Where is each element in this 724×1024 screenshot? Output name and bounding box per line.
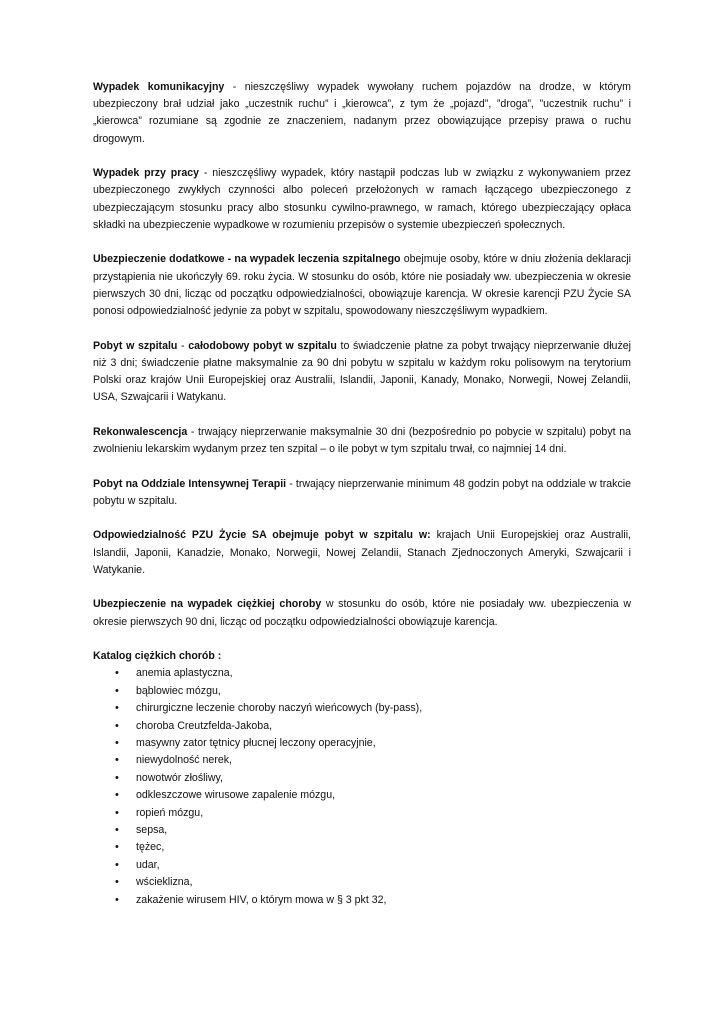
list-item-label: nowotwór złośliwy, xyxy=(136,771,223,784)
definition-text: w stosunku do osób, które nie posiadały ww. ubezpieczenia w okresie pierwszych 90 dni, licząc od początku odpowiedzialności obowiązuje karencja. xyxy=(93,598,631,628)
list-item xyxy=(115,787,631,804)
bullet-icon: • xyxy=(115,771,119,784)
definition-term-secondary: całodobowy pobyt w szpitalu xyxy=(188,339,337,352)
definition-wypadek-komunikacyjny xyxy=(93,79,631,148)
bullet-icon: • xyxy=(115,702,119,715)
definition-text: - nieszczęśliwy wypadek wywołany ruchem pojazdów na drodze, w którym ubezpieczony brał udział jako „uczestnik ruchu” i „kierowca”, z tym że „pojazd”, ”droga”, ”uczestnik ruchu” i „kierowca” rozumiane są zgodnie ze znaczeniem, nadanym przez obowiązujące przepisy prawa o ruchu drogowym. xyxy=(93,81,631,145)
list-item-label: ropień mózgu, xyxy=(136,806,204,819)
bullet-icon: • xyxy=(115,754,119,767)
definition-ubezpieczenie-dodatkowe xyxy=(93,251,631,320)
list-item xyxy=(115,892,631,909)
definition-text: krajach Unii Europejskiej oraz Australii, Islandii, Japonii, Kanadzie, Monako, Norwegii, Nowej Zelandii, Stanach Zjednoczonych Ameryki, Szwajcarii i Watykanie. xyxy=(93,529,631,576)
definition-term: Ubezpieczenie dodatkowe - na wypadek leczenia szpitalnego xyxy=(93,253,401,266)
definition-term: Wypadek przy pracy xyxy=(93,167,200,180)
definition-term: Wypadek komunikacyjny xyxy=(93,81,225,93)
list-item-label: chirurgiczne leczenie choroby naczyń wieńcowych (by-pass), xyxy=(136,702,423,715)
bullet-icon: • xyxy=(115,789,119,802)
list-item-label: masywny zator tętnicy płucnej leczony operacyjnie, xyxy=(136,737,376,750)
definition-oddzial-intensywnej-terapii xyxy=(93,476,631,510)
definition-odpowiedzialnosc-pzu xyxy=(93,527,631,579)
bullet-icon: • xyxy=(115,893,119,906)
definition-term: Odpowiedzialność PZU Życie SA obejmuje pobyt w szpitalu w: xyxy=(93,529,431,542)
definition-ciezka-choroba xyxy=(93,596,631,630)
list-item-label: zakażenie wirusem HIV, o którym mowa w § 3 pkt 32, xyxy=(136,893,387,906)
list-item-label: odkleszczowe wirusowe zapalenie mózgu, xyxy=(136,789,336,802)
list-item-label: niewydolność nerek, xyxy=(136,754,232,767)
definition-text: - trwający nieprzerwanie maksymalnie 30 dni (bezpośrednio po pobycie w szpitalu) pobyt na zwolnieniu lekarskim wydanym przez ten szpital – o ile pobyt w tym szpitalu trwał, co najmniej 14 dni. xyxy=(93,425,631,456)
definition-term: Ubezpieczenie na wypadek ciężkiej choroby xyxy=(93,598,322,611)
bullet-icon: • xyxy=(115,876,119,889)
bullet-icon: • xyxy=(115,841,119,854)
definition-rekonwalescencja xyxy=(93,424,631,458)
list-item xyxy=(115,718,631,735)
bullet-icon: • xyxy=(115,684,119,697)
list-item-label: sepsa, xyxy=(136,824,168,837)
definition-text: - trwający nieprzerwanie minimum 48 godzin pobyt na oddziale w trakcie pobytu w szpitalu. xyxy=(93,477,631,507)
definition-wypadek-przy-pracy xyxy=(93,165,631,234)
definition-text: - nieszczęśliwy wypadek, który nastąpił podczas lub w związku z wykonywaniem przez ubezpieczonego zwykłych czynności albo poleceń przełożonych w ramach łączącego ubezpieczonego z ubezpieczającym stosunku pracy albo stosunku cywilno-prawnego, w ramach, którego ubezpieczający opłaca składki na ubezpieczenie wypadkowe w rozumieniu przepisów o systemie ubezpieczeń społecznych. xyxy=(93,167,631,231)
bullet-icon: • xyxy=(115,667,119,680)
list-item-label: tężec, xyxy=(136,841,165,854)
list-item-label: anemia aplastyczna, xyxy=(136,667,233,680)
list-item xyxy=(115,822,631,839)
definition-text: obejmuje osoby, które w dniu złożenia deklaracji przystąpienia nie ukończyły 69. roku życia. W stosunku do osób, które nie posiadały ww. ubezpieczenia w okresie pierwszych 30 dni, licząc od początku odpowiedzialności, obowiązuje karencja. W okresie karencji PZU Życie SA ponosi odpowiedzialność jedynie za pobyt w szpitalu, spowodowany nieszczęśliwym wypadkiem. xyxy=(93,253,631,318)
bullet-icon: • xyxy=(115,719,119,732)
bullet-icon: • xyxy=(115,737,119,750)
list-item xyxy=(115,805,631,822)
disease-list xyxy=(93,665,631,909)
definition-pobyt-w-szpitalu xyxy=(93,338,631,407)
list-item-label: wścieklizna, xyxy=(136,876,193,889)
definition-term: Rekonwalescencja xyxy=(93,425,188,438)
definition-term: Pobyt na Oddziale Intensywnej Terapii xyxy=(93,477,287,490)
list-item xyxy=(115,752,631,769)
list-item-label: choroba Creutzfelda-Jakoba, xyxy=(136,719,273,732)
list-item-label: bąblowiec mózgu, xyxy=(136,684,221,697)
list-item xyxy=(115,770,631,787)
list-item xyxy=(115,839,631,856)
list-item xyxy=(115,735,631,752)
bullet-icon: • xyxy=(115,824,119,837)
list-item xyxy=(115,665,631,682)
catalog-heading: Katalog ciężkich chorób : xyxy=(93,650,222,663)
list-item xyxy=(115,857,631,874)
definition-term: Pobyt w szpitalu xyxy=(93,339,178,352)
definition-text: to świadczenie płatne za pobyt trwający nieprzerwanie dłużej niż 3 dni; świadczenie płatne maksymalnie za 90 dni pobytu w szpitalu w każdym roku polisowym na terytorium Polski oraz krajów Unii Europejskiej oraz Australii, Islandii, Japonii, Kanady, Monako, Norwegii, Nowej Zelandii, USA, Szwajcarii i Watykanu. xyxy=(93,339,631,404)
definition-separator: - xyxy=(177,339,189,352)
bullet-icon: • xyxy=(115,806,119,819)
list-item xyxy=(115,874,631,891)
list-item-label: udar, xyxy=(136,858,160,871)
list-item xyxy=(115,683,631,700)
list-item xyxy=(115,700,631,717)
bullet-icon: • xyxy=(115,858,119,871)
